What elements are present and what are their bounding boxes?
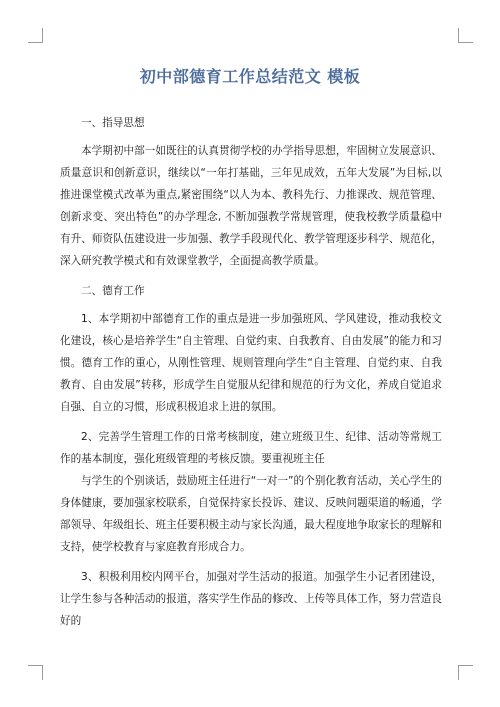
crop-mark-bottom-right <box>458 665 473 680</box>
section-heading-moral-education: 二、德育工作 <box>81 285 145 297</box>
document-body <box>60 112 442 640</box>
paragraph-item-2: 2、完善学生管理工作的日常考核制度，建立班级卫生、纪律、活动等常规工作的基本制度，强化班级管理的考核反馈。要重视班主任 <box>60 431 442 465</box>
paragraph-guiding-thought: 本学期初中部一如既往的认真贯彻学校的办学指导思想，牢固树立发展意识、质量意识和创新意识，继续以“一年打基础，三年见成效，五年大发展”为目标,以推进课堂模式改革为重点,紧密围绕“以人为本、教科先行、力推课改、规范管理、创新求变、突出特色”的办学理念, 不断加强教学常规管理，使我校教学质量稳中有升、师资队伍建设进一步加强、教学手段现代化、教学管理逐步科学、规范化，深入研究教学模式和有效课堂教学，全面提高教学质量。 <box>60 145 442 267</box>
crop-mark-bottom-left <box>28 665 43 680</box>
paragraph-item-3: 3、积极利用校内网平台，加强对学生活动的报道。加强学生小记者团建设，让学生参与各种活动的报道，落实学生作品的修改、上传等具体工作，努力营造良好的 <box>60 571 442 627</box>
paragraph-item-1: 1、本学期初中部德育工作的重点是进一步加强班风、学风建设，推动我校文化建设，核心是培养学生“自主管理、自觉约束、自我教育、自由发展”的能力和习惯。德育工作的重心，从刚性管理、规则管理向学生“自主管理、自觉约束、自我教育、自由发展”转移，形成学生自觉服从纪律和规范的行为文化，养成自觉追求自强、自立的习惯，形成积极追求上进的氛围。 <box>60 313 442 413</box>
section-heading-guiding-thought: 一、指导思想 <box>81 117 145 129</box>
crop-mark-top-right <box>458 28 473 43</box>
document-title: 初中部德育工作总结范文 模板 <box>139 67 361 86</box>
crop-mark-top-left <box>28 28 43 43</box>
paragraph-item-2-continued: 与学生的个别谈话，鼓励班主任进行“一对一”的个别化教育活动，关心学生的身体健康，要加强家校联系，自觉保持家长投诉、建议、反映问题渠道的畅通，学部领导、年级组长、班主任要积极主动与家长沟通，最大程度地争取家长的理解和支持，使学校教育与家庭教育形成合力。 <box>60 475 442 553</box>
